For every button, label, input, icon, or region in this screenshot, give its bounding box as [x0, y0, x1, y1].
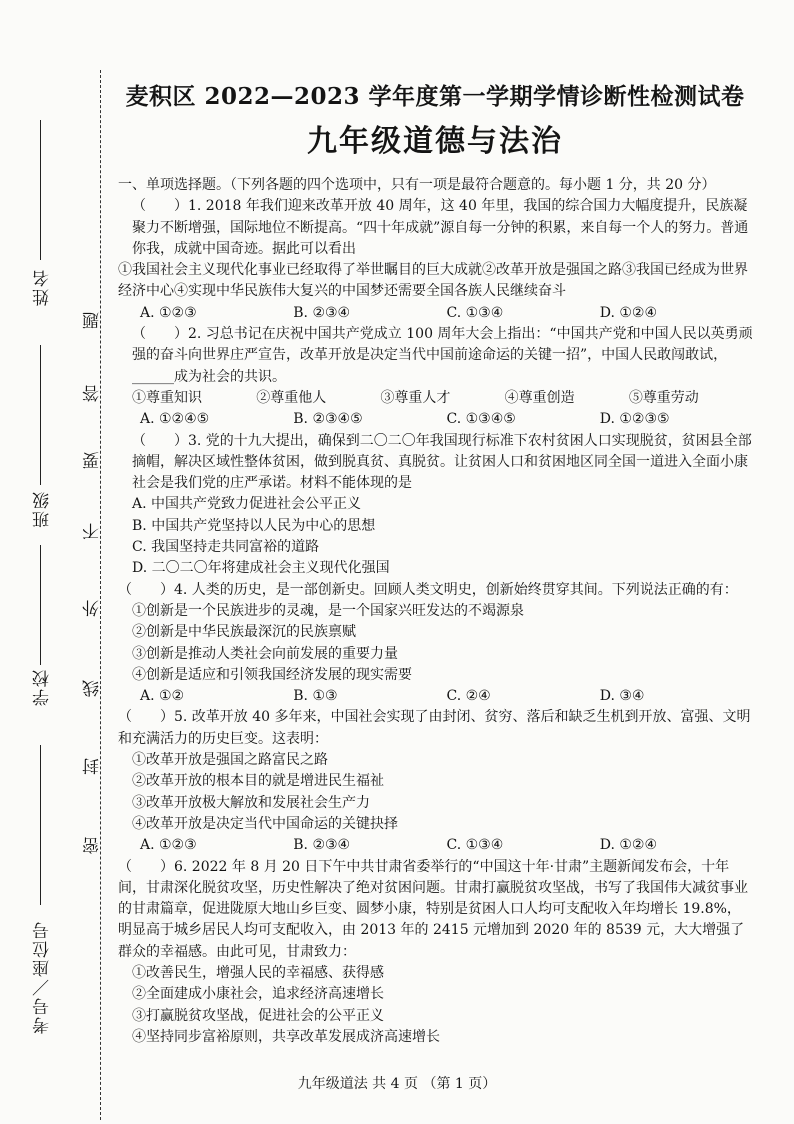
exam-number-blank — [40, 745, 41, 905]
option-b: B. ②③④⑤ — [293, 411, 363, 428]
name-blank — [40, 120, 41, 260]
seal-char: 答 — [83, 385, 103, 402]
school-label: 学校 — [33, 668, 53, 706]
option-a: A. ①②③ — [140, 837, 197, 854]
seal-line — [100, 70, 101, 1120]
question-3-stem: （ ）3. 党的十九大提出，确保到二〇二〇年我国现行标准下农村贫困人口实现脱贫，贫困县全部摘帽，解决区域性整体贫困，做到脱真贫、真脱贫。让贫困人口和贫困地区同全国一道进入全面小康社会是我们党的庄严承诺。材料不能体现的是 — [132, 432, 752, 492]
option-b: B. ②③④ — [293, 837, 351, 854]
question-2-stem: （ ）2. 习总书记在庆祝中国共产党成立 100 周年大会上指出：“中国共产党和中国人民以英勇顽强的奋斗向世界庄严宣告，改革开放是决定当代中国前途命运的关键一招”，中国人民敢闯敢试，______成为社会的共识。 — [132, 326, 753, 385]
option-c: C. ①③④ — [446, 304, 504, 321]
list-item: ①改善民生，增强人民的幸福感、获得感 — [132, 964, 384, 981]
seal-char: 封 — [83, 758, 103, 775]
list-item: ④尊重创造 — [504, 389, 575, 406]
option-c: C. 我国坚持走共同富裕的道路 — [132, 539, 320, 556]
class-blank — [40, 345, 41, 485]
school-blank — [40, 545, 41, 665]
option-a: A. 中国共产党致力促进社会公平正义 — [132, 496, 362, 513]
seal-char: 外 — [83, 600, 103, 617]
option-d: D. ①②④ — [599, 304, 658, 321]
question-1-items: ①我国社会主义现代化事业已经取得了举世瞩目的巨大成就②改革开放是强国之路③我国已经成为世界经济中心④实现中华民族伟大复兴的中国梦还需要全国各族人民继续奋斗 — [118, 262, 748, 300]
option-a: A. ①②④⑤ — [140, 411, 210, 428]
list-item: ②创新是中华民族最深沉的民族禀赋 — [132, 624, 356, 641]
seal-char: 线 — [83, 680, 103, 697]
list-item: ③改革开放极大解放和发展社会生产力 — [132, 794, 370, 811]
option-d: D. ①②④ — [599, 837, 658, 854]
section-heading: 一、单项选择题。（下列各题的四个选项中，只有一项是最符合题意的。每小题 1 分，共 20 分） — [118, 177, 716, 193]
question-1-stem: （ ）1. 2018 年我们迎来改革开放 40 周年，这 40 年里，我国的综合国力大幅度提升，民族凝聚力不断增强，国际地位不断提高。“四十年成就”源自每一分钟的积累，来自每一个人的努力。普通你我，成就中国奇迹。据此可以看出 — [132, 198, 749, 257]
seal-char: 密 — [83, 837, 103, 854]
question-5-options — [118, 835, 753, 856]
list-item: ⑤尊重劳动 — [628, 389, 699, 406]
question-2-options — [118, 409, 753, 430]
list-item: ④改革开放是决定当代中国命运的关键抉择 — [132, 815, 398, 832]
exam-number-label: 考号／座位号 — [33, 920, 53, 1034]
question-6-stem: （ ）6. 2022 年 8 月 20 日下午中共甘肃省委举行的“中国这十年·甘肃”主题新闻发布会，十年间，甘肃深化脱贫攻坚，历史性解决了绝对贫困问题。甘肃打赢脱贫攻坚战，书写了我国伟大减贫事业的甘肃篇章，促进陇原大地山乡巨变、圆梦小康，特别是贫困人口人均可支配收入年均增长 19.8%，明显高于城乡居民人均可支配收入，由 2013 年的 2415 元增加到 2020 年的 8539 元，大大增强了群众的幸福感。由此可见，甘肃致力： — [118, 858, 748, 960]
option-b: B. 中国共产党坚持以人民为中心的思想 — [132, 517, 376, 534]
list-item: ②改革开放的根本目的就是增进民生福祉 — [132, 773, 384, 790]
list-item: ①创新是一个民族进步的灵魂，是一个国家兴旺发达的不竭源泉 — [132, 602, 524, 619]
option-a: A. ①② — [140, 688, 185, 705]
list-item: ①改革开放是强国之路富民之路 — [132, 752, 328, 769]
list-item: ③尊重人才 — [380, 389, 451, 406]
option-c: C. ②④ — [446, 688, 491, 705]
seal-char: 要 — [83, 452, 103, 469]
class-label: 班级 — [33, 490, 53, 528]
list-item: ④坚持同步富裕原则，共享改革发展成济高速增长 — [132, 1028, 440, 1045]
option-b: B. ②③④ — [293, 304, 351, 321]
option-a: A. ①②③ — [140, 304, 197, 321]
question-4-options — [118, 686, 753, 707]
question-1-options — [118, 303, 753, 324]
option-d: D. 二〇二〇年将建成社会主义现代化强国 — [132, 560, 390, 577]
seal-char: 不 — [83, 523, 103, 540]
question-2-items — [118, 388, 753, 409]
option-c: C. ①③④ — [446, 837, 504, 854]
option-b: B. ①③ — [293, 688, 338, 705]
list-item: ④创新是适应和引领我国经济发展的现实需要 — [132, 666, 412, 683]
option-c: C. ①③④⑤ — [446, 411, 516, 428]
list-item: ③创新是推动人类社会向前发展的重要力量 — [132, 645, 398, 662]
question-4-stem: （ ）4. 人类的历史，是一部创新史。回顾人类文明史，创新始终贯穿其间。下列说法正确的有： — [118, 581, 738, 598]
binding-margin — [20, 60, 116, 1060]
list-item: ②全面建成小康社会，追求经济高速增长 — [132, 986, 384, 1003]
page-footer: 九年级道法 共 4 页 （第 1 页） — [297, 1076, 497, 1092]
question-area — [118, 175, 753, 1048]
option-d: D. ①②③⑤ — [599, 411, 670, 428]
name-label: 姓名 — [33, 268, 53, 306]
exam-subject: 九年级道德与法治 — [307, 124, 563, 159]
list-item: ③打赢脱贫攻坚战，促进社会的公平正义 — [132, 1007, 384, 1024]
question-5-stem: （ ）5. 改革开放 40 多年来，中国社会实现了由封闭、贫穷、落后和缺乏生机到开放、富强、文明和充满活力的历史巨变。这表明： — [118, 709, 751, 747]
list-item: ②尊重他人 — [256, 389, 327, 406]
option-d: D. ③④ — [599, 688, 645, 705]
exam-title: 麦积区 2022—2023 学年度第一学期学情诊断性检测试卷 — [125, 83, 745, 110]
seal-char: 题 — [83, 312, 103, 329]
list-item: ①尊重知识 — [132, 389, 202, 406]
